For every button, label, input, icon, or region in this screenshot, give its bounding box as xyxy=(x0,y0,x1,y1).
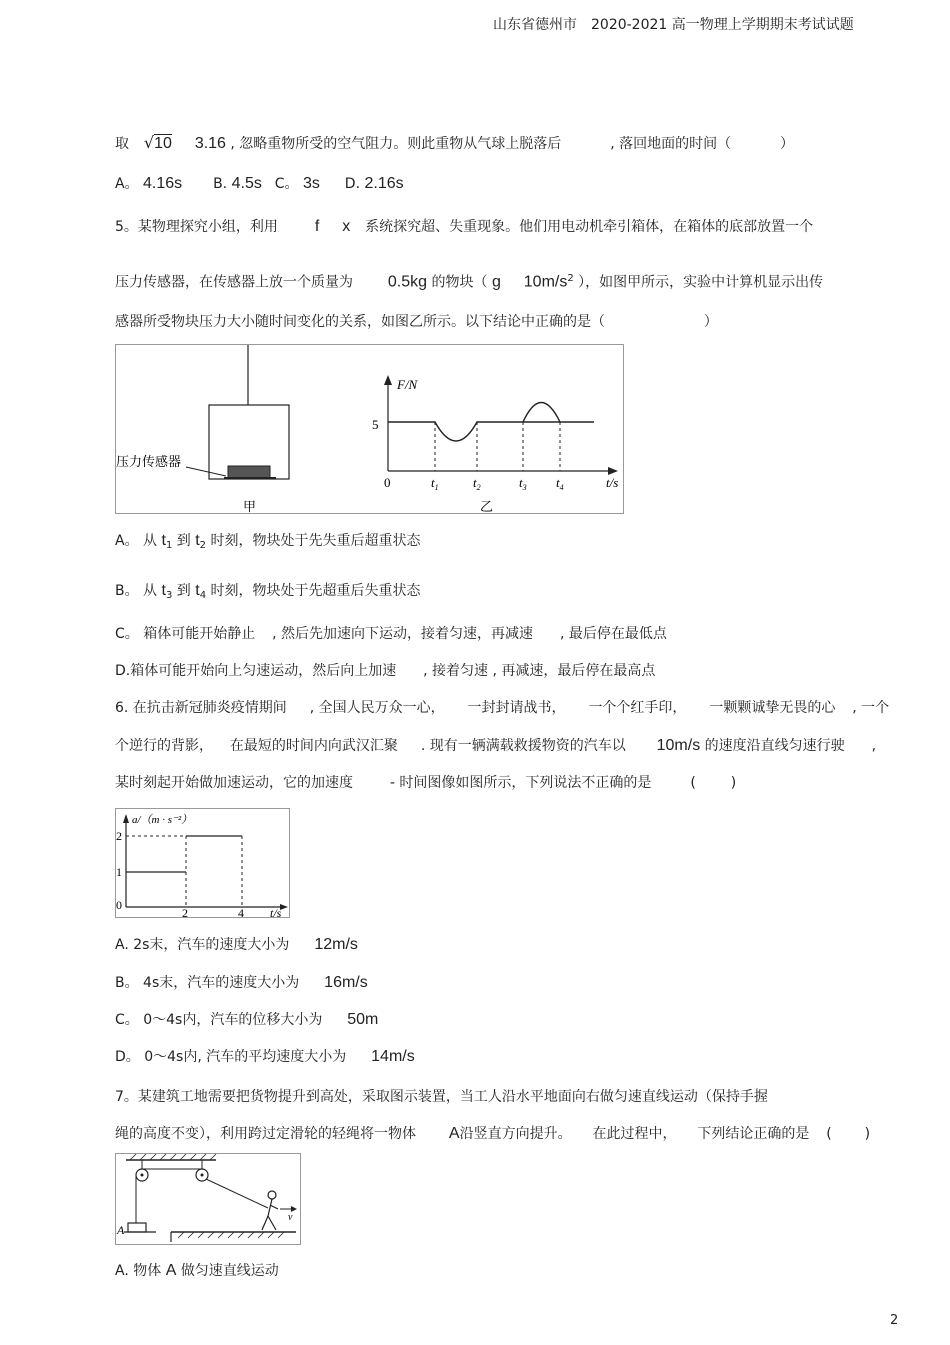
y-axis-label: F/N xyxy=(397,377,418,392)
object-a xyxy=(128,1223,146,1232)
tick-y2: 2 xyxy=(116,829,122,843)
page-header: 山东省德州市 2020-2021 高一物理上学期期末考试试题 xyxy=(493,17,854,33)
pulley2-axle xyxy=(201,1174,204,1177)
q7-figure xyxy=(115,1153,301,1245)
label-jia: 甲 xyxy=(243,500,257,513)
q5-figure-svg xyxy=(116,345,623,513)
x-axis-label: t/s xyxy=(606,475,619,490)
ground-hatch xyxy=(178,1232,284,1238)
tick-t1: $t_1$ xyxy=(431,475,439,492)
option-d[interactable]: D. 2.16s xyxy=(344,175,404,192)
q7-option-a[interactable]: A. 物体 A 做匀速直线运动 xyxy=(115,1262,279,1279)
option-b[interactable]: B. 4.5s xyxy=(213,175,262,192)
sqrt-symbol: √ xyxy=(143,133,155,152)
rope-slanted xyxy=(206,1179,268,1208)
q6-option-d[interactable]: D。 0～4s内, 汽车的平均速度大小为 14m/s xyxy=(115,1048,415,1065)
q5-option-a[interactable]: A。 从 $t_1$ 到 $t_2$ 时刻，物块处于先失重后超重状态 xyxy=(115,532,421,551)
q6-line3: 某时刻起开始做加速运动，它的加速度 - 时间图像如图所示，下列说法不正确的是 ( ) xyxy=(115,775,737,791)
q4-tail-line: 取 √10 3.16 , 忽略重物所受的空气阻力。则此重物从气球上脱落后 , 落回地面的时间（ ） xyxy=(115,133,795,152)
q5-option-d[interactable]: D.箱体可能开始向上匀速运动，然后向上加速 , 接着匀速 , 再减速，最后停在最高点 xyxy=(115,663,656,679)
y-axis-arrow xyxy=(123,814,129,823)
q6-figure-svg xyxy=(116,809,289,917)
x-axis-arrow xyxy=(608,467,618,475)
q7-line1: 7。某建筑工地需要把货物提升到高处，采取图示装置，当工人沿水平地面向右做匀速直线运动（保持手握 xyxy=(115,1089,768,1105)
sensor-leader-line xyxy=(186,467,226,476)
origin-label: 0 xyxy=(384,475,391,490)
worker-icon xyxy=(262,1191,278,1230)
y-axis-label: a/（m · s⁻²） xyxy=(132,814,193,826)
page-number: 2 xyxy=(890,1313,899,1328)
tick-t4: 4 xyxy=(238,906,244,917)
q6-line2: 个逆行的背影， 在最短的时间内向武汉汇聚 . 现有一辆满载救援物资的汽车以 10m/s 的速度沿直线匀速行驶 , xyxy=(115,737,877,754)
q6-line1: 6. 在抗击新冠肺炎疫情期间 , 全国人民万众一心， 一封封请战书， 一个个红手印， 一颗颗诚挚无畏的心 , 一个 xyxy=(115,700,890,716)
q5-figure xyxy=(115,344,624,514)
ceiling-hatch xyxy=(130,1154,216,1160)
q6-figure xyxy=(115,808,290,918)
q5-line2: 压力传感器，在传感器上放一个质量为 0.5kg 的物块（ g $10m/s^2$ ），如图甲所示，实验中计算机显示出传 xyxy=(115,273,824,291)
q7-line2: 绳的高度不变），利用跨过定滑轮的轻绳将一物体 A沿竖直方向提升。 在此过程中， 下列结论正确的是 ( ) xyxy=(115,1125,871,1142)
pulley1-axle xyxy=(141,1174,144,1177)
label-a: A xyxy=(117,1223,125,1237)
force-curve-base xyxy=(388,422,594,441)
tick-y1: 1 xyxy=(116,865,122,879)
block-on-sensor xyxy=(228,466,270,478)
sensor-label: 压力传感器 xyxy=(116,455,182,470)
option-c[interactable]: C。 3s xyxy=(274,175,320,192)
origin-label: 0 xyxy=(116,898,122,912)
q4-options xyxy=(115,174,404,194)
y-axis-arrow xyxy=(384,375,392,385)
tick-t2: 2 xyxy=(182,906,188,917)
q6-option-b[interactable]: B。 4s末，汽车的速度大小为 16m/s xyxy=(115,974,368,991)
q5-line1: 5。某物理探究小组，利用 f x 系统探究超、失重现象。他们用电动机牵引箱体，在箱体的底部放置一个 xyxy=(115,218,814,235)
label-yi: 乙 xyxy=(480,500,494,513)
q5-line3: 感器所受物块压力大小随时间变化的关系，如图乙所示。以下结论中正确的是（ ） xyxy=(115,314,718,330)
tick-t3: $t_3$ xyxy=(519,475,527,492)
force-curve-bump xyxy=(523,403,560,423)
q6-option-a[interactable]: A. 2s末，汽车的速度大小为 12m/s xyxy=(115,936,358,953)
q6-option-c[interactable]: C。 0～4s内，汽车的位移大小为 50m xyxy=(115,1011,379,1028)
q5-option-c[interactable]: C。 箱体可能开始静止 , 然后先加速向下运动，接着匀速，再减速 , 最后停在最低点 xyxy=(115,626,667,642)
tick-t2: $t_2$ xyxy=(473,475,481,492)
q7-figure-svg xyxy=(116,1154,300,1244)
option-a[interactable]: A。 4.16s xyxy=(115,175,183,192)
tick-5: 5 xyxy=(372,417,379,432)
label-v: v xyxy=(288,1212,293,1223)
q5-option-b[interactable]: B。 从 $t_3$ 到 $t_4$ 时刻，物块处于先超重后失重状态 xyxy=(115,582,421,601)
x-axis-label: t/s xyxy=(270,906,282,917)
tick-t4: $t_4$ xyxy=(556,475,564,492)
